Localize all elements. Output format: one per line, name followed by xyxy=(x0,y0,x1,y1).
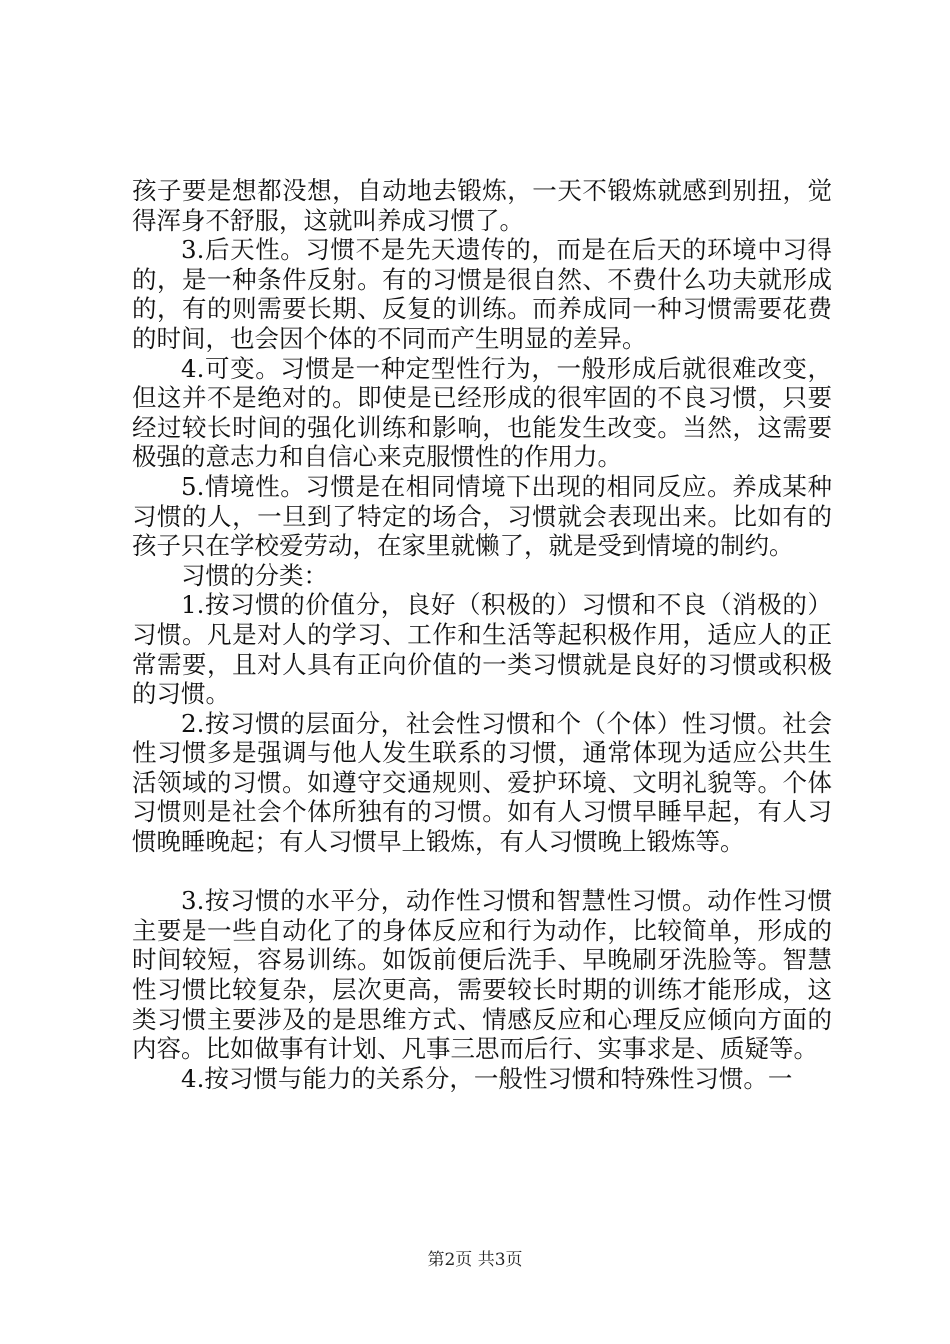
paragraph-changeable: 4.可变。习惯是一种定型性行为，一般形成后就很难改变，但这并不是绝对的。即使是已经形成的很牢固的不良习惯，只要经过较长时间的强化训练和影响，也能发生改变。当然，这需要极强的意志力和自信心来克服惯性的作用力。 xyxy=(132,353,832,472)
paragraph-by-level: 2.按习惯的层面分，社会性习惯和个（个体）性习惯。社会性习惯多是强调与他人发生联系的习惯，通常体现为适应公共生活领域的习惯。如遵守交通规则、爱护环境、文明礼貌等。个体习惯则是社会个体所独有的习惯。如有人习惯早睡早起，有人习惯晚睡晚起；有人习惯早上锻炼，有人习惯晚上锻炼等。 xyxy=(132,708,832,857)
paragraph-acquired-nature: 3.后天性。习惯不是先天遗传的，而是在后天的环境中习得的，是一种条件反射。有的习惯是很自然、不费什么功夫就形成的，有的则需要长期、反复的训练。而养成同一种习惯需要花费的时间，也会因个体的不同而产生明显的差异。 xyxy=(132,235,832,353)
paragraph-by-ability-relation: 4.按习惯与能力的关系分，一般性习惯和特殊性习惯。一 xyxy=(181,1063,793,1093)
paragraph-situational: 5.情境性。习惯是在相同情境下出现的相同反应。养成某种习惯的人，一旦到了特定的场合，习惯就会表现出来。比如有的孩子只在学校爱劳动，在家里就懒了，就是受到情境的制约。 xyxy=(132,471,832,561)
paragraph-by-value: 1.按习惯的价值分，良好（积极的）习惯和不良（消极的）习惯。凡是对人的学习、工作和生活等起积极作用，适应人的正常需要，且对人具有正向价值的一类习惯就是良好的习惯或积极的习惯。 xyxy=(132,590,832,709)
blank-line xyxy=(132,857,832,887)
paragraph-by-skill-level: 3.按习惯的水平分，动作性习惯和智慧性习惯。动作性习惯主要是一些自动化了的身体反应和行为动作，比较简单，形成的时间较短，容易训练。如饭前便后洗手、早晚刷牙洗脸等。智慧性习惯比较复杂，层次更高，需要较长时期的训练才能形成，这类习惯主要涉及的是思维方式、情感反应和心理反应倾向方面的内容。比如做事有计划、凡事三思而后行、实事求是、质疑等。 xyxy=(132,886,832,1064)
section-heading-classification: 习惯的分类： xyxy=(181,560,328,590)
page-number-footer: 第2页 共3页 xyxy=(427,1250,523,1270)
paragraph-continuation: 孩子要是想都没想，自动地去锻炼，一天不锻炼就感到别扭，觉得浑身不舒服，这就叫养成习惯了。 xyxy=(132,176,832,235)
document-body xyxy=(132,176,832,1093)
